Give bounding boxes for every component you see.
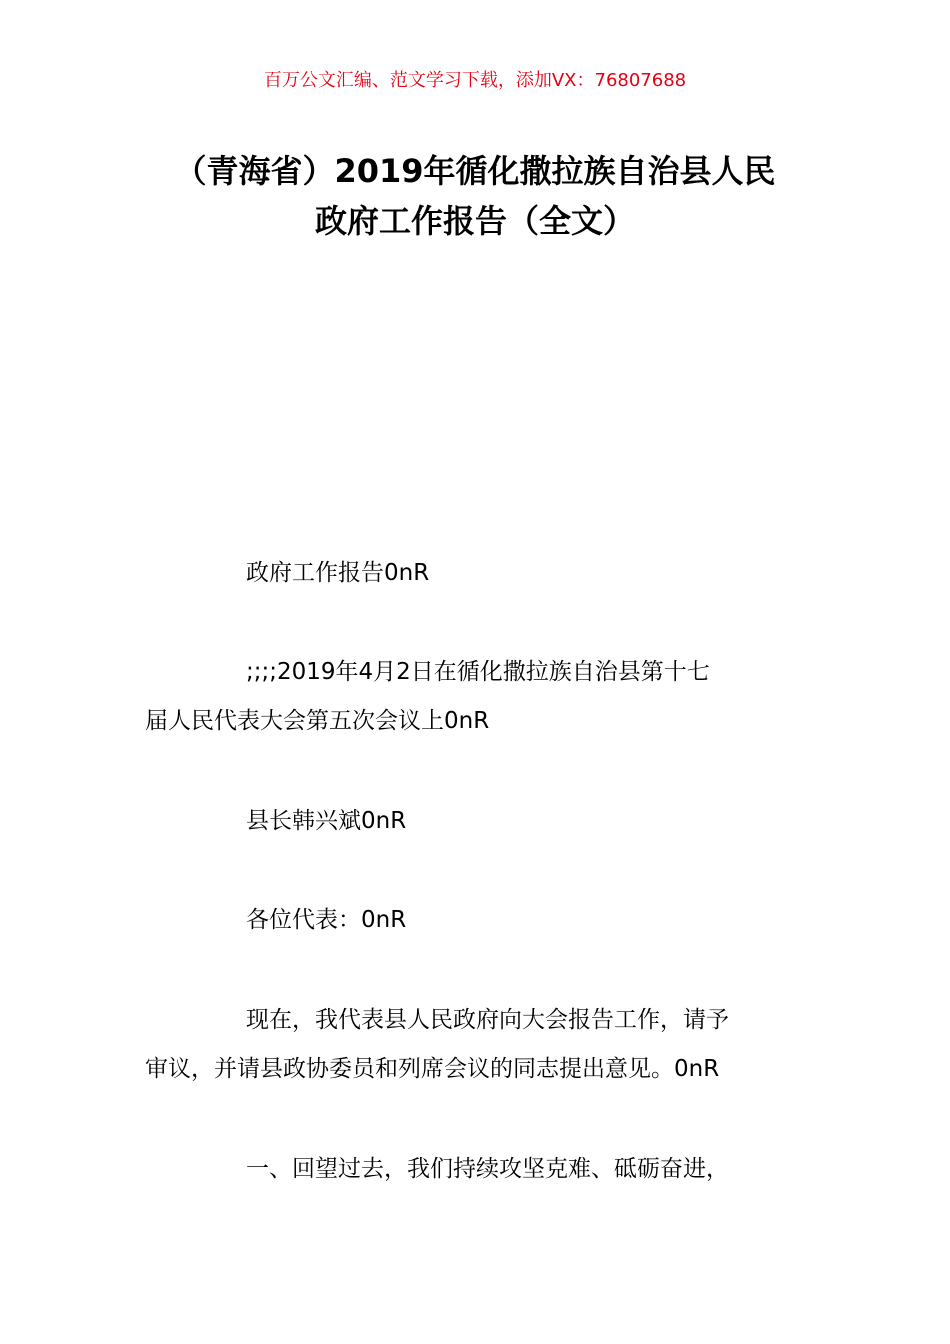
paragraph-section-one: 一、回望过去，我们持续攻坚克难、砥砺奋进， — [246, 1156, 729, 1182]
document-title-line-1: （青海省）2019年循化撒拉族自治县人民 — [174, 152, 776, 190]
paragraph-report-label: 政府工作报告0nR — [246, 560, 430, 586]
document-title-line-2: 政府工作报告（全文） — [314, 202, 635, 240]
paragraph-speaker: 县长韩兴斌0nR — [246, 808, 407, 834]
paragraph-date-line-2: 届人民代表大会第五次会议上0nR — [145, 708, 490, 734]
header-watermark-note: 百万公文汇编、范文学习下载，添加VX：76807688 — [263, 70, 687, 91]
paragraph-date-line-1: ;;;;2019年4月2日在循化撒拉族自治县第十七 — [246, 659, 710, 685]
paragraph-intro-line-1: 现在，我代表县人民政府向大会报告工作，请予 — [246, 1007, 729, 1033]
paragraph-salutation: 各位代表：0nR — [246, 907, 407, 933]
paragraph-intro-line-2: 审议，并请县政协委员和列席会议的同志提出意见。0nR — [145, 1056, 720, 1082]
